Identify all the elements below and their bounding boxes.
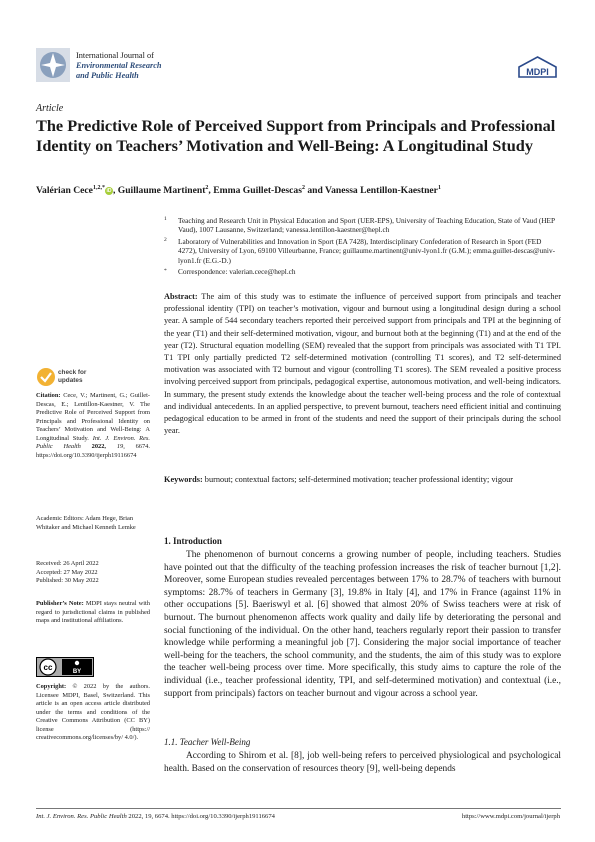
journal-name xyxy=(76,61,216,80)
author-affil-sup: 2 xyxy=(301,185,305,191)
article-title: The Predictive Role of Perceived Support from Principals and Professional Identity on Teachers’ Motivation and Well-Being: A Longitudinal Study xyxy=(36,116,556,155)
journal-name-line1: International Journal of xyxy=(76,51,154,60)
copyright-label: Copyright: xyxy=(36,683,67,690)
journal-logo-icon xyxy=(36,48,70,82)
footer-doi[interactable]: 2022, 19, 6674. https://doi.org/10.3390/ijerph19116674 xyxy=(128,813,275,820)
by-text: BY xyxy=(72,669,82,675)
affiliation-number: 1 xyxy=(164,216,167,222)
author-name[interactable]: Emma Guillet-Descas xyxy=(213,185,302,197)
affiliation-number: 2 xyxy=(164,237,167,243)
citation-label: Citation: xyxy=(36,392,61,399)
check-updates-label: check for updates xyxy=(58,369,87,384)
body-paragraph: The phenomenon of burnout concerns a growing number of people, including teachers. Studies have pointed out that the difficulty of the teaching profession increases the risk of teacher burnout [1,2]. Moreover, some European studies revealed percentages between 17% to 28.7% of teachers with burnout symptoms: 28.7% of teachers in Germany [3], 19.8% in Italy [4], and 17% in France (against 11% in other occupations [5]. Baeriswyl et al. [6] showed that almost 20% of Swiss teachers were at risk of burnout. The burnout phenomenon affects work quality and daily life by deteriorating the personal and social functioning of the individual. On the other hand, teachers regularly report their passion to transfer knowledge while performing a meaningful job [7]. Considering the major social importance of teacher well-being for the teachers, the school community, and the students, the aim of this study was to explore the teacher well-being process over time. More specifically, this study aims to capture the role of the individual (i.e., teacher professional identity, TPI, and self-determined motivation) and contextual (i.e., support from principals) factors on teacher burnout and vigour across a school year. xyxy=(164,550,561,699)
correspondence-text: Correspondence: valerian.cece@hepl.ch xyxy=(178,267,296,276)
footer-journal: Int. J. Environ. Res. Public Health xyxy=(36,813,127,820)
affiliation-number: * xyxy=(164,268,167,274)
author-name[interactable]: Vanessa Lentillon-Kaestner xyxy=(325,185,438,197)
citation-text: Cece, V.; Martinent, G.; Guillet-Descas, E.; Lentillon-Kaestner, V. The Predictive Role of Perceived Support from Principals and Professional Identity on Teachers’ Motivation and Well-Being: A Longitudinal Study. xyxy=(36,392,150,442)
check-updates-icon xyxy=(36,367,56,387)
journal-name-line3: and Public Health xyxy=(76,70,139,80)
abstract xyxy=(164,291,561,437)
author-name[interactable]: Guillaume Martinent xyxy=(117,185,206,197)
orcid-icon[interactable]: iD xyxy=(106,188,112,195)
keywords-text: burnout; contextual factors; self-determined motivation; teacher professional identity; vigour xyxy=(204,475,514,484)
footer-citation xyxy=(36,813,275,820)
affiliation-text: Teaching and Research Unit in Physical Education and Sport (UER-EPS), University of Teaching Education, State of Vaud (HEP Vaud), 1007 Lausanne, Switzerland; vanessa.lentillon-kaestner@hepl.ch xyxy=(178,216,555,235)
publisher-note-text: MDPI stays neutral with regard to jurisdictional claims in published maps and institutional affiliations. xyxy=(36,600,150,624)
abstract-text: The aim of this study was to estimate the influence of perceived support from principals and teacher professional identity (TPI) on teacher’s motivation, vigour and burnout using a longitudinal design during a school year. A sample of 544 secondary teachers reported their perceived support from principals and TPI at the beginning of the year (T1) and their self-determined motivation, vigour, and burnout both at the beginning (T1) and at the end of the year (T2). Structural equation modelling (SEM) revealed that the support from principals was associated with T1 TPI. T1 TPI only partially predicted T2 self-determined motivation (controlling T1 scores), and T2 self-determined motivation was associated with T2 burnout and vigour (controlling T1 scores). The SEM revealed a positive process involving perceived support from principals, pedagogical expertise, autonomous motivation, and well-being indicators. In summary, the present study extends the knowledge about the teacher well-being process and the role of contextual and individual antecedents. In an applied perspective, to prevent burnout, teachers need efficient initial and continuing pedagogical education to be armed in front of the students and need the support of their principals during the school year. xyxy=(164,292,561,436)
journal-name-line2: Environmental Research xyxy=(76,61,162,70)
check-for-updates-button[interactable] xyxy=(36,367,92,387)
academic-editors: Academic Editors: Adam Hege, Brian Whitaker and Michael Kenneth Lemke xyxy=(36,515,136,531)
publisher-note-label: Publisher’s Note: xyxy=(36,600,84,607)
copyright-text: © 2022 by the authors. Licensee MDPI, Basel, Switzerland. This article is an open access article distributed under the terms and conditions of the Creative Commons Attribution (CC BY) license (https:// creativecommons.org/licenses/by/ 4.0/). xyxy=(36,683,150,741)
copyright xyxy=(36,683,150,743)
dates xyxy=(36,560,150,586)
section-heading: 1. Introduction xyxy=(164,536,222,546)
keywords xyxy=(164,474,561,486)
citation xyxy=(36,392,150,460)
cc-by-license-icon[interactable] xyxy=(36,657,94,677)
received-date: Received: 26 April 2022 xyxy=(36,560,99,567)
footer-journal-link[interactable]: https://www.mdpi.com/journal/ijerph xyxy=(461,813,560,820)
citation-journal: Int. J. Environ. Res. Public Health xyxy=(36,434,150,450)
mdpi-logo-text: MDPI xyxy=(526,67,549,77)
published-date: Published: 30 May 2022 xyxy=(36,577,99,584)
author-list: Valérian Cece$^{1,2,*}$iD , Guillaume Martinent$^2$, Emma Guillet-Descas$^2$ and Vanessa Lentillon-Kaestner$^1$ xyxy=(36,185,441,197)
citation-year: 2022, xyxy=(91,443,107,450)
citation-volume: 19, xyxy=(116,443,125,450)
author-affil-sup: 1,2,* xyxy=(92,185,105,191)
cc-text: cc xyxy=(43,663,53,672)
keywords-label: Keywords: xyxy=(164,475,203,484)
author-affil-sup: 2 xyxy=(205,185,209,191)
abstract-label: Abstract: xyxy=(164,292,198,301)
author-name[interactable]: Valérian Cece xyxy=(36,185,93,197)
footer-divider xyxy=(36,808,561,809)
citation-doi[interactable]: 6674. https://doi.org/10.3390/ijerph19116674 xyxy=(36,443,150,459)
mdpi-logo-icon xyxy=(517,56,558,80)
subsection-heading: 1.1. Teacher Well-Being xyxy=(164,737,251,747)
affiliation-text: Laboratory of Vulnerabilities and Innovation in Sport (EA 7428), Interdisciplinary Confederation of Research in Sport (FED 4272), University of Lyon, 69100 Villeurbanne, France; guillaume.martinent@univ-lyon1.fr (G.M.); emma.guillet-descas@univ-lyon1.fr (E.G.-D.) xyxy=(178,237,556,265)
author-affil-sup: 1 xyxy=(437,185,441,191)
publisher-note xyxy=(36,600,150,626)
accepted-date: Accepted: 27 May 2022 xyxy=(36,568,98,576)
article-type: Article xyxy=(36,103,64,114)
body-paragraph: According to Shirom et al. [8], job well-being refers to perceived physiological and psychological health. Based on the conservation of resources theory [9], well-being depends xyxy=(164,751,561,774)
